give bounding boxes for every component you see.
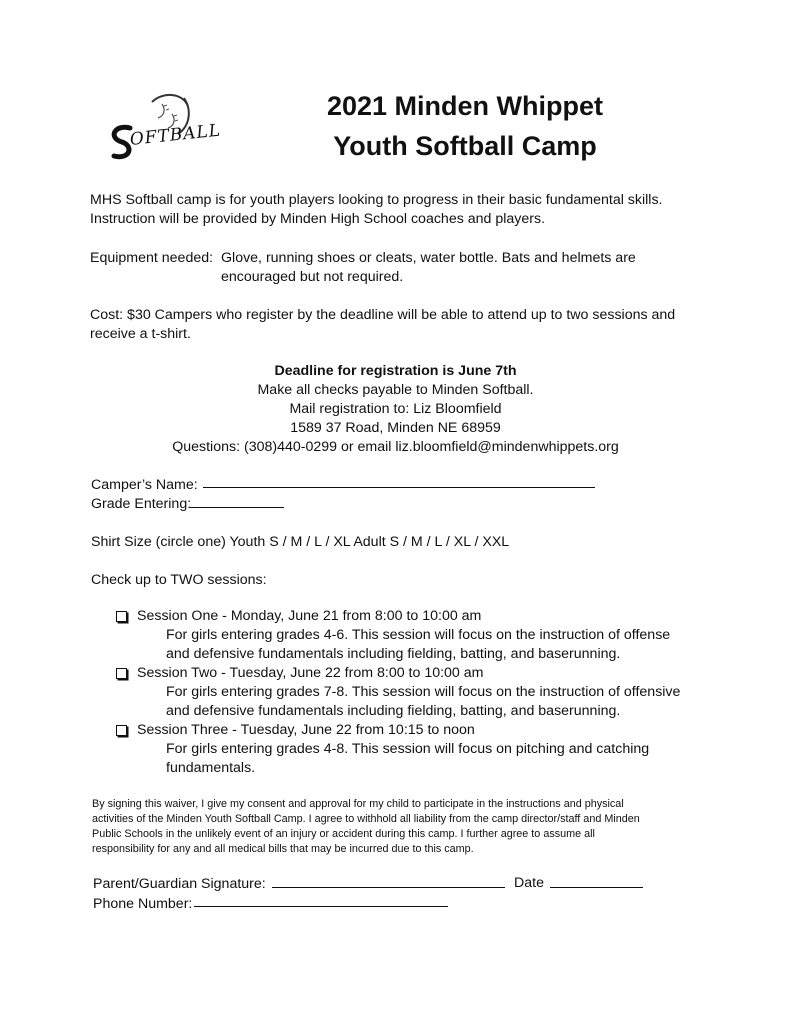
equipment-line1: Glove, running shoes or cleats, water bottle. Bats and helmets are: [221, 250, 636, 266]
session-one-desc1: For girls entering grades 4-6. This session will focus on the instruction of offense: [166, 627, 671, 643]
parent-signature-field[interactable]: [272, 887, 505, 888]
checks-text: Make all checks payable to Minden Softball.: [257, 382, 534, 398]
session-three-desc2: fundamentals.: [166, 760, 256, 776]
session-three-desc1: For girls entering grades 4-8. This session will focus on pitching and catching: [166, 741, 650, 757]
session-two-checkbox[interactable]: [116, 668, 127, 679]
shirt-size-line: Shirt Size (circle one) Youth S / M / L / XL Adult S / M / L / XL / XXL: [91, 534, 510, 550]
session-three-title: Session Three - Tuesday, June 22 from 10:15 to noon: [137, 722, 475, 738]
intro-line1: MHS Softball camp is for youth players looking to progress in their basic fundamental skills.: [90, 192, 663, 208]
session-one-desc2: and defensive fundamentals including fielding, batting, and baserunning.: [166, 646, 621, 662]
cost-line2: receive a t-shirt.: [90, 326, 191, 342]
cost-line1: Cost: $30 Campers who register by the deadline will be able to attend up to two sessions and: [90, 307, 676, 323]
camper-name-label: Camper’s Name:: [91, 477, 198, 493]
waiver-line3: Public Schools in the unlikely event of an injury or accident during this camp. I further agree to assume all: [92, 828, 595, 840]
check-sessions-prompt: Check up to TWO sessions:: [91, 572, 267, 588]
camper-name-field[interactable]: [203, 487, 595, 488]
waiver-line4: responsibility for any and all medical bills that may be incurred due to this camp.: [92, 843, 474, 855]
date-field[interactable]: [550, 887, 643, 888]
session-three-checkbox[interactable]: [116, 725, 127, 736]
questions-text: Questions: (308)440-0299 or email liz.bloomfield@mindenwhippets.org: [172, 439, 619, 455]
waiver-line2: activities of the Minden Youth Softball Camp. I agree to withhold all liability from the camp director/staff and Minden: [92, 813, 640, 825]
session-two-desc1: For girls entering grades 7-8. This session will focus on the instruction of offensive: [166, 684, 681, 700]
address-text: 1589 37 Road, Minden NE 68959: [290, 420, 501, 436]
date-label: Date: [514, 875, 544, 891]
logo-text: OFTBALL: [128, 120, 222, 150]
grade-entering-label: Grade Entering:: [91, 496, 192, 512]
intro-line2: Instruction will be provided by Minden High School coaches and players.: [90, 211, 546, 227]
page-title-line1: 2021 Minden Whippet: [326, 91, 604, 121]
mail-text: Mail registration to: Liz Bloomfield: [289, 401, 502, 417]
grade-entering-field[interactable]: [190, 507, 284, 508]
phone-number-field[interactable]: [194, 906, 448, 907]
parent-signature-label: Parent/Guardian Signature:: [93, 876, 266, 892]
equipment-line2: encouraged but not required.: [221, 269, 404, 285]
deadline-text: Deadline for registration is June 7th: [274, 363, 517, 379]
phone-number-label: Phone Number:: [93, 896, 193, 912]
page-title-line2: Youth Softball Camp: [333, 131, 597, 161]
equipment-label: Equipment needed:: [90, 250, 214, 266]
session-two-title: Session Two - Tuesday, June 22 from 8:00 to 10:00 am: [137, 665, 484, 681]
session-one-title: Session One - Monday, June 21 from 8:00 to 10:00 am: [137, 608, 482, 624]
session-one-checkbox[interactable]: [116, 611, 127, 622]
waiver-line1: By signing this waiver, I give my consent and approval for my child to participate in the instructions and physical: [92, 798, 624, 810]
session-two-desc2: and defensive fundamentals including fielding, batting, and baserunning.: [166, 703, 621, 719]
softball-logo: [100, 84, 240, 174]
